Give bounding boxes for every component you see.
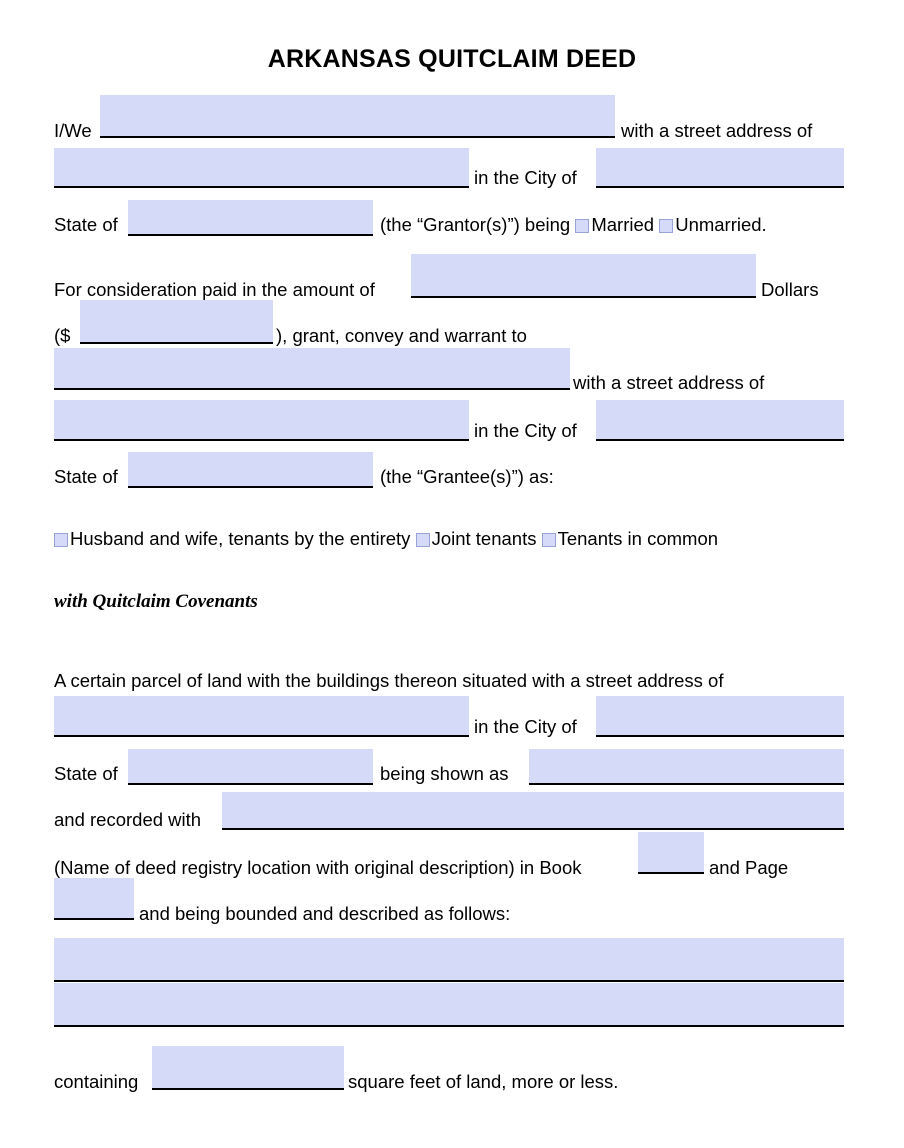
text-with-street-address-grantor: with a street address of [621, 120, 813, 141]
recorded-with-field[interactable] [222, 792, 844, 830]
quitclaim-covenants-heading: with Quitclaim Covenants [54, 591, 258, 612]
checkbox-unmarried[interactable] [659, 219, 673, 233]
book-field[interactable] [638, 832, 704, 874]
grantor-city-field[interactable] [596, 148, 844, 188]
description-line-1-field[interactable] [54, 938, 844, 982]
text-in-the-city-of-grantor: in the City of [474, 167, 577, 188]
text-dollar-open-paren: ($ [54, 325, 71, 346]
label-and-recorded-with: and recorded with [54, 809, 202, 830]
text-with-street-address-grantee: with a street address of [573, 372, 765, 393]
label-unmarried: Unmarried. [675, 214, 767, 235]
grantee-city-field[interactable] [596, 400, 844, 441]
text-square-feet: square feet of land, more or less. [348, 1071, 619, 1092]
description-line-2-field[interactable] [54, 983, 844, 1027]
property-street-address-field[interactable] [54, 696, 469, 737]
text-grant-convey-warrant: ), grant, convey and warrant to [276, 325, 527, 346]
text-and-being-bounded: and being bounded and described as follows: [139, 903, 511, 924]
grantor-state-field[interactable] [128, 200, 373, 236]
label-married: Married [591, 214, 655, 235]
text-being-shown-as: being shown as [380, 763, 509, 784]
property-state-field[interactable] [128, 749, 373, 785]
label-iwe: I/We [54, 120, 92, 141]
text-parcel-intro: A certain parcel of land with the buildings thereon situated with a street address of [54, 670, 724, 691]
text-containing: containing [54, 1071, 139, 1092]
text-in-the-city-of-grantee: in the City of [474, 420, 577, 441]
grantor-street-address-field[interactable] [54, 148, 469, 188]
text-registry-note: (Name of deed registry location with original description) in Book [54, 857, 582, 878]
consideration-amount-numeric-field[interactable] [80, 300, 273, 344]
checkbox-joint-tenants[interactable] [416, 533, 430, 547]
checkbox-married[interactable] [575, 219, 589, 233]
label-tenants-in-common: Tenants in common [557, 528, 719, 549]
text-in-the-city-of-property: in the City of [474, 716, 577, 737]
label-state-of-grantor: State of [54, 214, 118, 235]
text-grantor-parenthetical: (the “Grantor(s)”) being [380, 214, 571, 235]
text-grantee-parenthetical: (the “Grantee(s)”) as: [380, 466, 554, 487]
checkbox-tenants-in-common[interactable] [542, 533, 556, 547]
checkbox-husband-and-wife[interactable] [54, 533, 68, 547]
label-joint-tenants: Joint tenants [431, 528, 537, 549]
text-and-page: and Page [709, 857, 789, 878]
being-shown-as-field[interactable] [529, 749, 844, 785]
page-title: ARKANSAS QUITCLAIM DEED [267, 45, 637, 73]
grantee-street-address-field[interactable] [54, 400, 469, 441]
page-field[interactable] [54, 878, 134, 920]
grantee-name-field[interactable] [54, 348, 570, 390]
label-state-of-grantee: State of [54, 466, 118, 487]
grantee-state-field[interactable] [128, 452, 373, 488]
label-state-of-property: State of [54, 763, 118, 784]
text-consideration-prefix: For consideration paid in the amount of [54, 279, 375, 300]
label-husband-and-wife: Husband and wife, tenants by the entirety [70, 528, 411, 549]
consideration-amount-words-field[interactable] [411, 254, 756, 298]
text-dollars: Dollars [761, 279, 819, 300]
square-feet-field[interactable] [152, 1046, 344, 1090]
property-city-field[interactable] [596, 696, 844, 737]
